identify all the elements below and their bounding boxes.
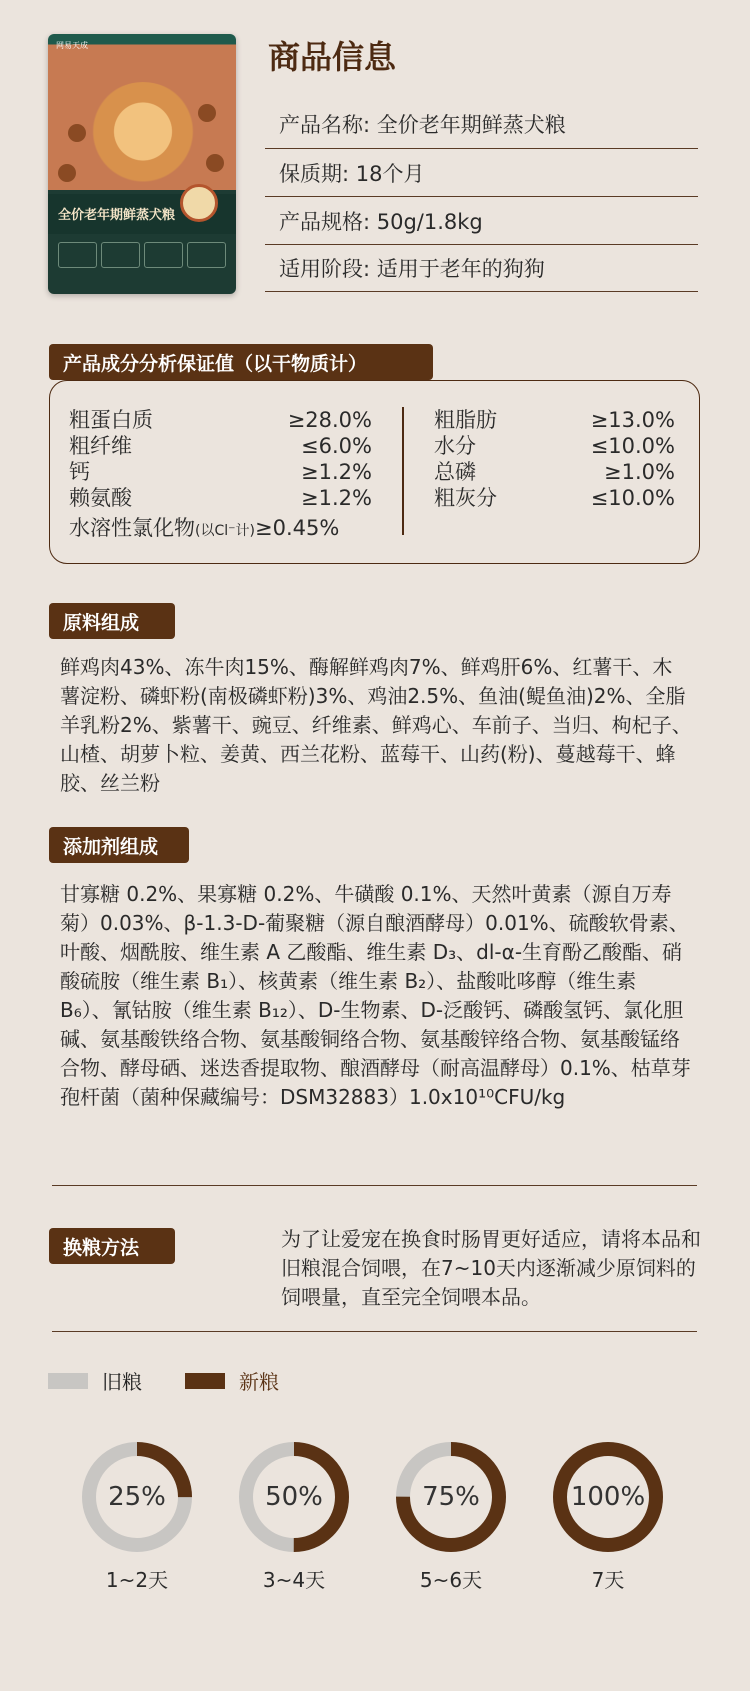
- switching-tag: 换粮方法: [49, 1228, 175, 1264]
- donut-days: 5~6天: [419, 1568, 483, 1592]
- analysis-box: [49, 380, 700, 564]
- dog-illustration: [88, 82, 198, 192]
- analysis-row: 水分 ≤10.0%: [434, 434, 675, 458]
- product-image: [48, 34, 236, 294]
- analysis-left-column: [69, 407, 372, 511]
- donut-percent: 75%: [422, 1482, 480, 1512]
- legend-old-label: 旧粮: [102, 1370, 142, 1394]
- bag-product-name: 全价老年期鲜蒸犬粮: [58, 208, 176, 223]
- analysis-row: 粗脂肪 ≥13.0%: [434, 408, 675, 432]
- product-info-list: [265, 100, 698, 292]
- legend-old-swatch: [48, 1373, 88, 1389]
- analysis-row: 粗蛋白质 ≥28.0%: [69, 408, 372, 432]
- info-row-stage: 适用阶段: 适用于老年的狗狗: [265, 244, 698, 292]
- donut-days: 7天: [591, 1568, 625, 1592]
- additives-text: 甘寡糖 0.2%、果寡糖 0.2%、牛磺酸 0.1%、天然叶黄素（源自万寿菊）0.03%、β-1.3-D-葡聚糖（源自酿酒酵母）0.01%、硫酸软骨素、叶酸、烟酰胺、维生素 A 乙酸酯、维生素 D₃、dl-α-生育酚乙酸酯、硝酸硫胺（维生素 B₁）、核黄素（维生素 B₂）、盐酸吡哆醇（维生素 B₆）、氰钴胺（维生素 B₁₂）、D-生物素、D-泛酸钙、磷酸氢钙、氯化胆碱、氨基酸铁络合物、氨基酸铜络合物、氨基酸锌络合物、氨基酸锰络合物、酵母硒、迷迭香提取物、酿酒酵母（耐高温酵母）0.1%、枯草芽孢杆菌（菌种保藏编号：DSM32883）1.0x10¹⁰CFU/kg: [60, 882, 691, 1109]
- info-row-spec: 产品规格: 50g/1.8kg: [265, 196, 698, 244]
- analysis-row: 赖氨酸 ≥1.2%: [69, 486, 372, 510]
- donut-day-5-6: [394, 1440, 508, 1592]
- analysis-tag: 产品成分分析保证值（以干物质计）: [49, 344, 433, 380]
- donut-day-7: [551, 1440, 665, 1592]
- analysis-row: 粗灰分 ≤10.0%: [434, 486, 675, 510]
- chloride-row: 水溶性氯化物(以Cl⁻计)≥0.45%: [69, 516, 340, 540]
- divider: [52, 1185, 697, 1186]
- kibble-illustration: [58, 164, 76, 182]
- switching-text: 为了让爱宠在换食时肠胃更好适应，请将本品和旧粮混合饲喂，在7~10天内逐渐减少原饲料的饲喂量，直至完全饲喂本品。: [281, 1227, 701, 1309]
- bag-brand: 网易天成: [56, 41, 88, 50]
- legend-new-label: 新粮: [239, 1370, 279, 1394]
- donut-percent: 100%: [570, 1482, 646, 1512]
- section-title: 商品信息: [268, 38, 397, 76]
- legend-old: [48, 1366, 142, 1395]
- analysis-row: 粗纤维 ≤6.0%: [69, 434, 372, 458]
- ingredients-text: 鲜鸡肉43%、冻牛肉15%、酶解鲜鸡肉7%、鲜鸡肝6%、红薯干、木薯淀粉、磷虾粉(南极磷虾粉)3%、鸡油2.5%、鱼油(鳀鱼油)2%、全脂羊乳粉2%、紫薯干、豌豆、纤维素、鲜鸡心、车前子、当归、枸杞子、山楂、胡萝卜粒、姜黄、西兰花粉、蓝莓干、山药(粉)、蔓越莓干、蜂胶、丝兰粉: [60, 655, 692, 795]
- donut-percent: 50%: [265, 1482, 323, 1512]
- bag-seal-icon: [180, 184, 218, 222]
- kibble-illustration: [198, 104, 216, 122]
- legend-new-swatch: [185, 1373, 225, 1389]
- analysis-row: 钙 ≥1.2%: [69, 460, 372, 484]
- donut-days: 1~2天: [105, 1568, 169, 1592]
- bag-badges: [58, 242, 226, 268]
- analysis-right-column: [434, 407, 675, 511]
- additives-tag: 添加剂组成: [49, 827, 189, 863]
- analysis-row: 总磷 ≥1.0%: [434, 460, 675, 484]
- legend-new: [185, 1366, 279, 1395]
- kibble-illustration: [68, 124, 86, 142]
- info-row-shelf-life: 保质期: 18个月: [265, 148, 698, 196]
- donut-days: 3~4天: [262, 1568, 326, 1592]
- kibble-illustration: [206, 154, 224, 172]
- divider: [52, 1331, 697, 1332]
- donut-day-3-4: [237, 1440, 351, 1592]
- info-row-name: 产品名称: 全价老年期鲜蒸犬粮: [279, 113, 566, 137]
- analysis-divider: [402, 407, 404, 535]
- donut-day-1-2: [80, 1440, 194, 1592]
- ingredients-tag: 原料组成: [49, 603, 175, 639]
- donut-percent: 25%: [108, 1482, 166, 1512]
